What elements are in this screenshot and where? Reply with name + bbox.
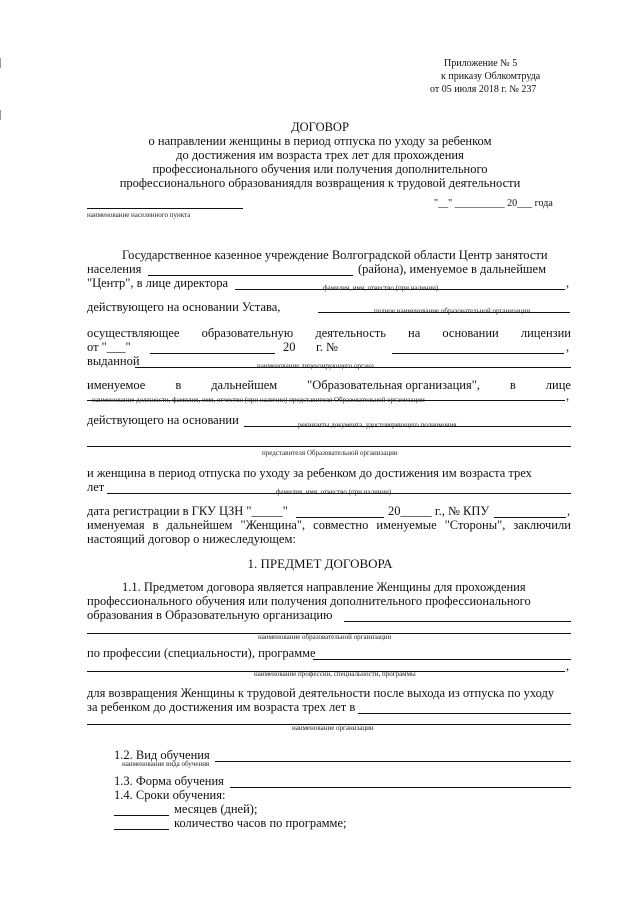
document-title: ДОГОВОР (291, 120, 349, 134)
section-line: 1.1. Предметом договора является направление Женщины для прохождения (122, 580, 526, 594)
license-number-underline (392, 353, 564, 354)
study-kind-label: 1.2. Вид обучения (114, 748, 210, 762)
section-heading: 1. ПРЕДМЕТ ДОГОВОРА (247, 556, 393, 571)
place-underline (87, 208, 243, 209)
license-date-label: от "___" (87, 340, 131, 354)
appendix-date: от 05 июля 2018 г. № 237 (430, 84, 537, 95)
woman-fio-caption: фамилия, имя, отчество (при наличии) (276, 488, 392, 496)
representative-caption: наименование должности, фамилия, имя, отчество (при наличии) представителя Образовательной организации (92, 396, 425, 404)
section-line: по профессии (специальности), программе (87, 646, 316, 660)
title-line: профессионального обучения или получения дополнительного (152, 162, 488, 176)
preamble-line: лет (87, 480, 105, 494)
license-date-underline (150, 353, 275, 354)
preamble-line: выданной (87, 354, 140, 368)
hours-underline (114, 829, 169, 830)
contract-date: "__" __________ 20___ года (434, 198, 553, 209)
scan-edge-mark (0, 58, 1, 68)
preamble-line: действующего на основании Устава, (87, 300, 281, 314)
study-period-label: 1.4. Сроки обучения: (114, 788, 226, 802)
section-line: образования в Образовательную организацию (87, 608, 333, 622)
preamble-line-justified: осуществляющее образовательную деятельность на основании лицензии (87, 326, 571, 340)
comma: , (566, 389, 570, 403)
preamble-line-justified: именуемая в дальнейшем "Женщина", совместно именуемые "Стороны", заключили (87, 518, 571, 532)
comma: , (567, 504, 571, 518)
authority-caption: реквизиты документа, удостоверяющего полномочия (298, 421, 457, 429)
section-line: для возвращения Женщины к трудовой деятельности после выхода из отпуска по уходу (87, 686, 555, 700)
appendix-number: Приложение № 5 (444, 58, 518, 69)
comma: , (566, 276, 570, 290)
representative-caption-2: представителя Образовательной организации (262, 449, 398, 457)
title-line: профессионального образованиядля возвращения к трудовой деятельности (119, 176, 521, 190)
place-caption: наименование населенного пункта (87, 211, 191, 219)
program-caption: наименование профессии, специальности, программы (254, 670, 416, 678)
section-line: профессионального обучения или получения дополнительного профессионального (87, 594, 531, 608)
section-line: за ребенком до достижения им возраста трех лет в (87, 700, 356, 714)
preamble-line: "Центр", в лице директора (87, 276, 229, 290)
license-year: 20 (283, 340, 296, 354)
issuer-caption: наименование лицензирующего органа (257, 362, 374, 370)
comma: , (566, 340, 570, 354)
title-line: до достижения им возраста трех лет для прохождения (176, 148, 464, 162)
study-kind-caption: наименование вида обучения (122, 760, 210, 768)
preamble-line: и женщина в период отпуска по уходу за ребенком до достижения им возраста трех (87, 466, 532, 480)
appendix-order: к приказу Облкомтруда (441, 71, 541, 82)
study-form-underline (230, 787, 571, 788)
scan-edge-mark (0, 110, 1, 120)
title-line: о направлении женщины в период отпуска по уходу за ребенком (148, 134, 492, 148)
edu-org-underline (344, 621, 571, 622)
comma: , (566, 659, 570, 673)
hours-label: количество часов по программе; (174, 816, 347, 830)
preamble-line-justified: именуемое в дальнейшем "Образовательная организация", в лице (87, 378, 571, 392)
preamble-line: населения (87, 262, 142, 276)
director-fio-caption: фамилия, имя, отчество (при наличии) (323, 284, 439, 292)
license-number-label: г. № (316, 340, 338, 354)
study-kind-underline (215, 761, 571, 762)
return-org-underline (358, 713, 571, 714)
registration-year: 20_____ г., № КПУ (388, 504, 490, 518)
basis-underline-2 (87, 446, 571, 447)
edu-org-caption: наименование образовательной организации (258, 633, 392, 641)
preamble-line: Государственное казенное учреждение Волгоградской области Центр занятости (122, 248, 548, 262)
months-label: месяцев (дней); (174, 802, 258, 816)
registration-line: дата регистрации в ГКУ ЦЗН "_____" (87, 504, 288, 518)
preamble-line: (района), именуемое в дальнейшем (358, 262, 547, 276)
months-underline (114, 815, 169, 816)
org-caption: полное наименование образовательной организации (374, 307, 531, 315)
return-org-caption: наименование организации (292, 724, 374, 732)
preamble-line: настоящий договор о нижеследующем: (87, 532, 296, 546)
program-underline (313, 659, 571, 660)
study-form-label: 1.3. Форма обучения (114, 774, 224, 788)
preamble-line: действующего на основании (87, 413, 239, 427)
